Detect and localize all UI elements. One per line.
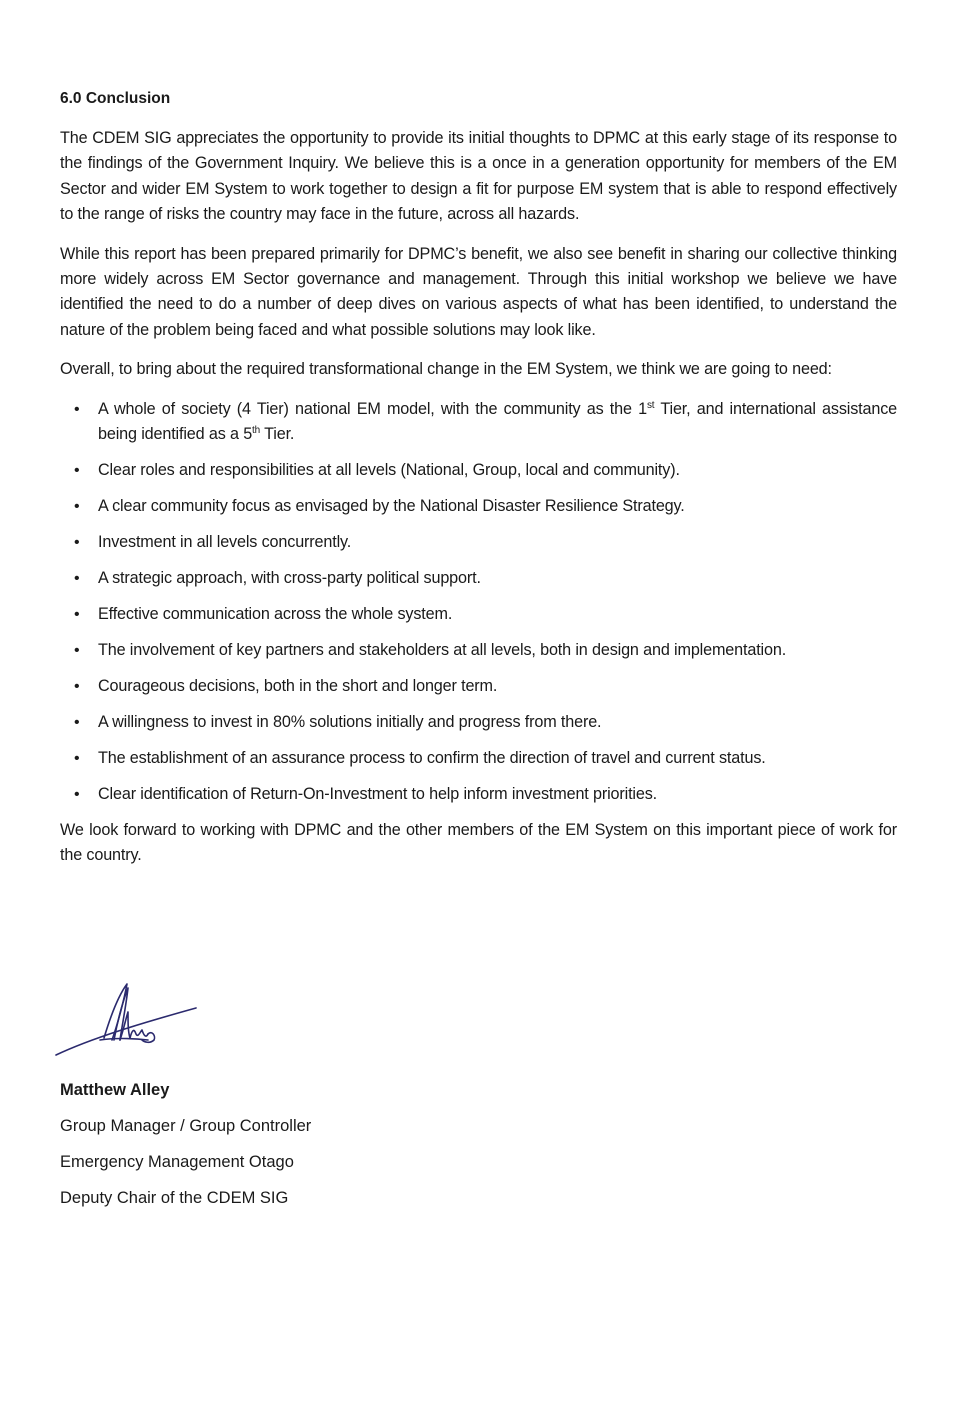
- bullet-icon: •: [74, 678, 80, 696]
- section-heading: 6.0 Conclusion: [60, 90, 171, 107]
- list-item: [60, 710, 897, 735]
- list-item-text: Effective communication across the whole system.: [98, 605, 453, 624]
- list-item-text: The establishment of an assurance process to confirm the direction of travel and current status.: [98, 749, 766, 768]
- list-item-text: A clear community focus as envisaged by the National Disaster Resilience Strategy.: [98, 497, 685, 516]
- text-part: Tier, and international assistance being identified as a 5: [98, 399, 897, 444]
- superscript: st: [646, 399, 655, 411]
- list-item-text: [98, 400, 897, 443]
- requirements-list: [60, 397, 897, 808]
- bullet-icon: •: [74, 462, 80, 480]
- list-item: [60, 566, 897, 591]
- bullet-icon: •: [74, 786, 80, 804]
- signature-image: [52, 978, 202, 1063]
- bullet-icon: •: [74, 606, 80, 624]
- list-item-text: A willingness to invest in 80% solutions initially and progress from there.: [98, 713, 602, 732]
- bullet-icon: •: [74, 400, 80, 418]
- signatory-name: Matthew Alley: [60, 1081, 170, 1099]
- list-item-text: Clear identification of Return-On-Investment to help inform investment priorities.: [98, 785, 658, 804]
- paragraph-closing: We look forward to working with DPMC and the other members of the EM System on this important piece of work for the country.: [60, 821, 897, 865]
- list-item: [60, 674, 897, 699]
- bullet-icon: •: [74, 750, 80, 768]
- list-item: [60, 602, 897, 627]
- list-item-text: Courageous decisions, both in the short and longer term.: [98, 677, 498, 696]
- signatory-role: Deputy Chair of the CDEM SIG: [60, 1189, 289, 1207]
- text-part: A whole of society (4 Tier) national EM model, with the community as the 1: [98, 399, 647, 418]
- signatory-title: Group Manager / Group Controller: [60, 1117, 312, 1135]
- superscript: th: [252, 425, 261, 437]
- list-item-text: The involvement of key partners and stakeholders at all levels, both in design and implementation.: [98, 641, 787, 660]
- document-page: [60, 88, 897, 883]
- bullet-icon: •: [74, 534, 80, 552]
- list-item: [60, 746, 897, 771]
- list-item: [60, 638, 897, 663]
- list-item: [60, 458, 897, 483]
- list-item: [60, 397, 897, 448]
- signatory-organisation: Emergency Management Otago: [60, 1153, 294, 1171]
- bullet-icon: •: [74, 714, 80, 732]
- paragraph-intro: The CDEM SIG appreciates the opportunity to provide its initial thoughts to DPMC at this early stage of its response to the findings of the Government Inquiry. We believe this is a once in a generation opportunity for members of the EM Sector and wider EM System to work together to design a fit for purpose EM system that is able to respond effectively to the range of risks the country may face in the future, across all hazards.: [60, 129, 897, 224]
- list-item-text: Investment in all levels concurrently.: [98, 533, 352, 552]
- text-part: Tier.: [260, 425, 295, 444]
- bullet-icon: •: [74, 642, 80, 660]
- bullet-icon: •: [74, 570, 80, 588]
- paragraph-overall: Overall, to bring about the required transformational change in the EM System, we think we are going to need:: [60, 360, 832, 379]
- list-item: [60, 782, 897, 807]
- list-item-text: Clear roles and responsibilities at all levels (National, Group, local and community).: [98, 461, 680, 480]
- list-item: [60, 494, 897, 519]
- bullet-icon: •: [74, 498, 80, 516]
- paragraph-report: While this report has been prepared primarily for DPMC’s benefit, we also see benefit in sharing our collective thinking more widely across EM Sector governance and management. Through this initial workshop we believe we have identified the need to do a number of deep dives on various aspects of what has been identified, to understand the nature of the problem being faced and what possible solutions may look like.: [60, 244, 897, 339]
- signature-block: [60, 1078, 311, 1222]
- list-item: [60, 530, 897, 555]
- list-item-text: A strategic approach, with cross-party political support.: [98, 569, 481, 588]
